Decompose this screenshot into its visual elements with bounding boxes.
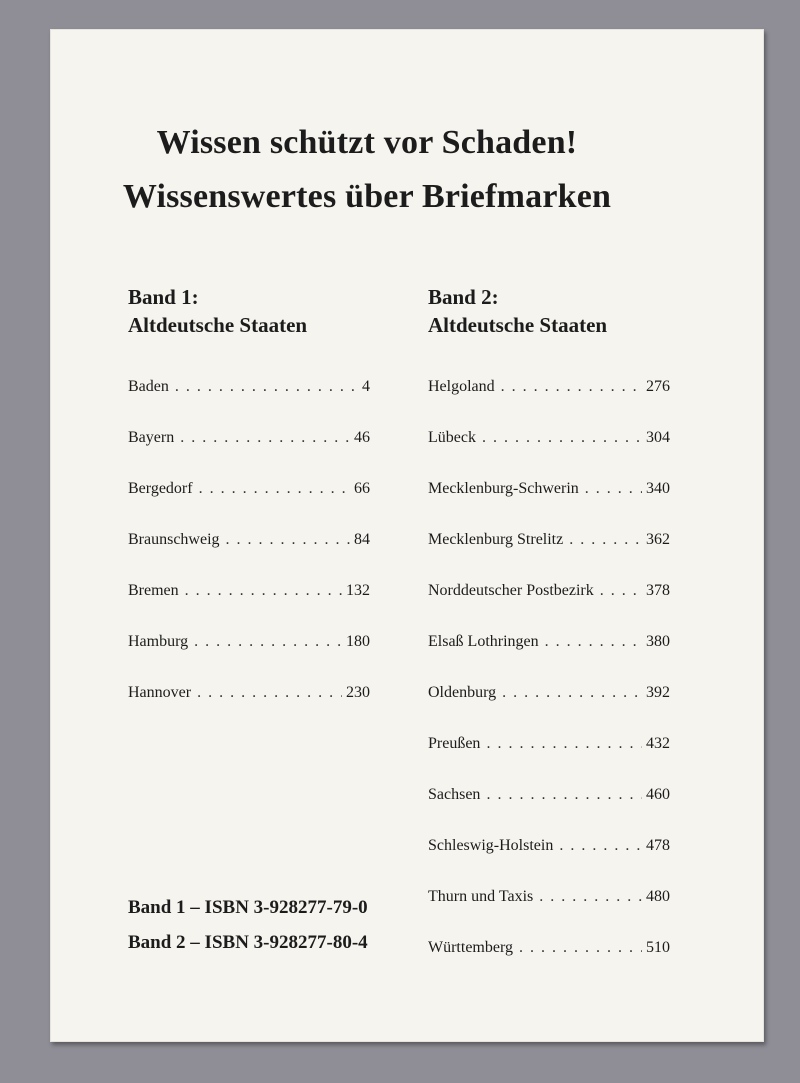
state-name: Bergedorf bbox=[128, 480, 193, 497]
state-name: Mecklenburg-Schwerin bbox=[428, 480, 579, 497]
toc-entry bbox=[128, 477, 370, 501]
page-number: 180 bbox=[346, 633, 370, 650]
state-name: Baden bbox=[128, 378, 169, 395]
page-number: 46 bbox=[354, 429, 370, 446]
leader-dots bbox=[197, 681, 342, 705]
leader-dots bbox=[539, 885, 642, 909]
isbn-band-2: Band 2 – ISBN 3-928277-80-4 bbox=[128, 932, 368, 953]
toc-entry bbox=[428, 681, 670, 705]
isbn-band-1: Band 1 – ISBN 3-928277-79-0 bbox=[128, 897, 368, 918]
volume-2-label: Band 2: bbox=[428, 285, 499, 309]
page-number: 132 bbox=[346, 582, 370, 599]
state-name: Bremen bbox=[128, 582, 179, 599]
state-name: Württemberg bbox=[428, 939, 514, 956]
leader-dots bbox=[569, 528, 642, 552]
volume-2-heading bbox=[428, 283, 607, 339]
page-number: 84 bbox=[354, 531, 370, 548]
page-number: 4 bbox=[362, 378, 370, 395]
volume-2-subtitle: Altdeutsche Staaten bbox=[428, 313, 608, 337]
leader-dots bbox=[194, 630, 342, 654]
toc-entry bbox=[428, 426, 670, 450]
state-name: Hamburg bbox=[128, 633, 189, 650]
page-number: 480 bbox=[646, 888, 670, 905]
toc-entry bbox=[128, 630, 370, 654]
leader-dots bbox=[180, 426, 350, 450]
leader-dots bbox=[482, 426, 642, 450]
page-number: 380 bbox=[646, 633, 670, 650]
state-name: Bayern bbox=[128, 429, 175, 446]
state-name: Hannover bbox=[128, 684, 192, 701]
volume-1-subtitle: Altdeutsche Staaten bbox=[128, 313, 308, 337]
leader-dots bbox=[600, 579, 642, 603]
leader-dots bbox=[559, 834, 642, 858]
cover-title-line-1: Wissen schützt vor Schaden! bbox=[156, 124, 578, 161]
page-number: 392 bbox=[646, 684, 670, 701]
toc-entry bbox=[428, 375, 670, 399]
leader-dots bbox=[545, 630, 642, 654]
page-number: 432 bbox=[646, 735, 670, 752]
page-number: 460 bbox=[646, 786, 670, 803]
toc-entry bbox=[428, 936, 670, 960]
leader-dots bbox=[226, 528, 350, 552]
page-number: 276 bbox=[646, 378, 670, 395]
state-name: Sachsen bbox=[428, 786, 481, 803]
toc-entry bbox=[128, 426, 370, 450]
leader-dots bbox=[502, 681, 642, 705]
toc-entry bbox=[428, 528, 670, 552]
state-name: Elsaß Lothringen bbox=[428, 633, 539, 650]
toc-entry bbox=[428, 783, 670, 807]
page-number: 304 bbox=[646, 429, 670, 446]
volume-1-label: Band 1: bbox=[128, 285, 199, 309]
leader-dots bbox=[175, 375, 358, 399]
page-number: 230 bbox=[346, 684, 370, 701]
toc-entry bbox=[428, 579, 670, 603]
toc-entry bbox=[428, 885, 670, 909]
page-number: 478 bbox=[646, 837, 670, 854]
page-number: 340 bbox=[646, 480, 670, 497]
page-number: 510 bbox=[646, 939, 670, 956]
state-name: Lübeck bbox=[428, 429, 476, 446]
page-number: 362 bbox=[646, 531, 670, 548]
toc-entry bbox=[428, 630, 670, 654]
leader-dots bbox=[185, 579, 342, 603]
state-name: Schleswig-Holstein bbox=[428, 837, 554, 854]
state-name: Preußen bbox=[428, 735, 481, 752]
leader-dots bbox=[585, 477, 642, 501]
toc-entry bbox=[428, 834, 670, 858]
toc-entry bbox=[128, 579, 370, 603]
state-name: Helgoland bbox=[428, 378, 495, 395]
page-number: 66 bbox=[354, 480, 370, 497]
state-name: Oldenburg bbox=[428, 684, 497, 701]
toc-entry bbox=[428, 477, 670, 501]
toc-entry bbox=[128, 375, 370, 399]
state-name: Braunschweig bbox=[128, 531, 220, 548]
state-name: Thurn und Taxis bbox=[428, 888, 534, 905]
state-name: Norddeutscher Postbezirk bbox=[428, 582, 594, 599]
leader-dots bbox=[486, 732, 642, 756]
leader-dots bbox=[199, 477, 350, 501]
toc-entry bbox=[428, 732, 670, 756]
toc-entry bbox=[128, 528, 370, 552]
leader-dots bbox=[519, 936, 642, 960]
leader-dots bbox=[486, 783, 642, 807]
cover-title-line-2: Wissenswertes über Briefmarken bbox=[122, 178, 612, 215]
leader-dots bbox=[501, 375, 642, 399]
toc-entry bbox=[128, 681, 370, 705]
page-number: 378 bbox=[646, 582, 670, 599]
state-name: Mecklenburg Strelitz bbox=[428, 531, 564, 548]
volume-1-heading bbox=[128, 283, 307, 339]
